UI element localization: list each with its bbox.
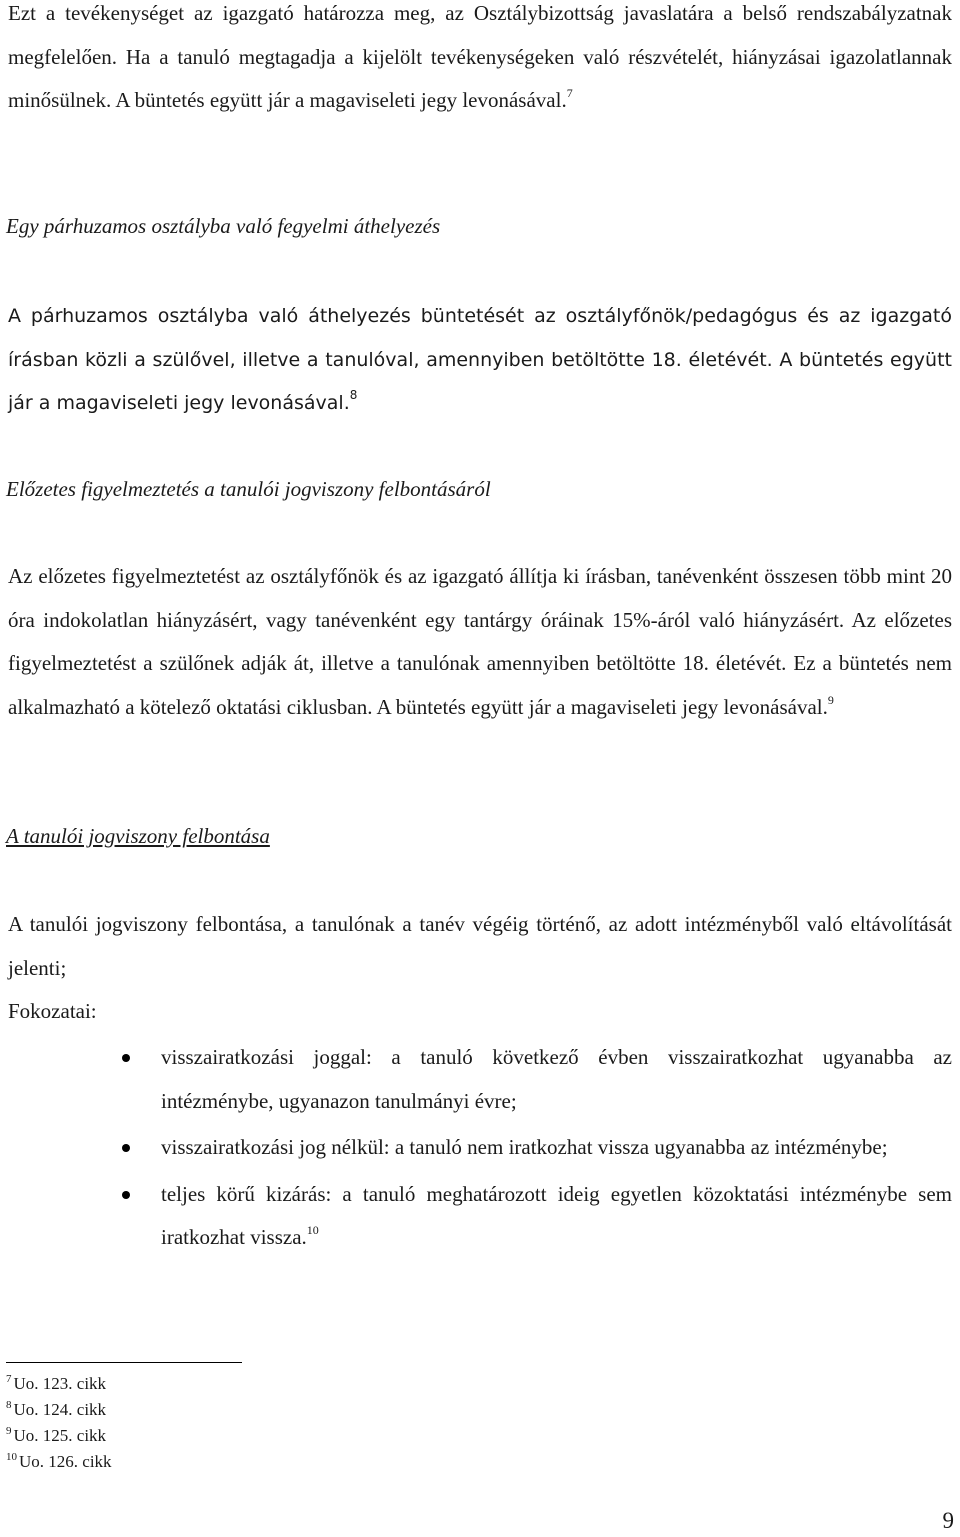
transfer-paragraph: A párhuzamos osztályba való áthelyezés büntetését az osztályfőnök/pedagógus és az igazgató írásban közli a szülővel, illetve a tanulóval, amennyiben betöltötte 18. életévét. A büntetés együtt jár a magaviseleti jegy levonásával.$^8$ [8,305,952,414]
heading-warning: Előzetes figyelmeztetés a tanulói jogviszony felbontásáról [6,477,491,501]
bullet-icon [122,1191,130,1199]
bullet-icon [122,1054,130,1062]
warning-paragraph: Az előzetes figyelmeztetést az osztályfőnök és az igazgató állítja ki írásban, tanévenként összesen több mint 20 óra indokolatlan hiányzásért, vagy tanévenként egy tantárgy óráinak 15%-áról való hiányzásért. Az előzetes figyelmeztetést a szülőnek adják át, illetve a tanulónak amennyiben betöltötte 18. életévét. Ez a büntetés nem alkalmazható a kötelező oktatási ciklusban. A büntetés együtt jár a magaviseleti jegy levonásával.$^9$ [8,564,952,719]
termination-paragraph: A tanulói jogviszony felbontása, a tanulónak a tanév végéig történő, az adott intézményből való eltávolítását jelenti; [8,912,952,980]
heading-termination: A tanulói jogviszony felbontása [6,824,270,848]
intro-paragraph: Ezt a tevékenységet az igazgató határozza meg, az Osztálybizottság javaslatára a belső rendszabályzatnak megfelelően. Ha a tanuló megtagadja a kijelölt tevékenységeken való részvételét, hiányzásai igazolatlannak minősülnek. A büntetés együtt jár a magaviseleti jegy levonásával.$^7$ [8,1,952,112]
heading-transfer: Egy párhuzamos osztályba való fegyelmi áthelyezés [6,214,441,238]
list-item: teljes körű kizárás: a tanuló meghatározott ideig egyetlen közoktatási intézménybe sem iratkozhat vissza.$^{10}$ [116,1173,952,1263]
list-item: visszairatkozási joggal: a tanuló következő évben visszairatkozhat ugyanabba az intézménybe, ugyanazon tanulmányi évre; [116,1036,952,1123]
footnotes [6,1372,112,1476]
levels-list [116,1036,952,1266]
footnote-ref-8[interactable]: 8 [349,388,358,402]
footnote: $^9$ Uo. 125. cikk [6,1425,107,1445]
footnote-ref-9[interactable]: 9 [827,692,834,707]
footnote-separator [6,1362,242,1363]
footnote: $^{10}$ Uo. 126. cikk [6,1451,112,1471]
footnote: $^7$ Uo. 123. cikk [6,1373,107,1393]
list-item: visszairatkozási jog nélkül: a tanuló nem iratkozhat vissza ugyanabba az intézménybe; [116,1126,952,1170]
footnote-ref-7[interactable]: 7 [566,86,573,100]
page-number: 9 [942,1508,954,1533]
levels-label: Fokozatai: [8,999,97,1023]
footnote: $^8$ Uo. 124. cikk [6,1399,107,1419]
bullet-icon [122,1144,130,1152]
footnote-ref-10[interactable]: 10 [306,1223,319,1237]
